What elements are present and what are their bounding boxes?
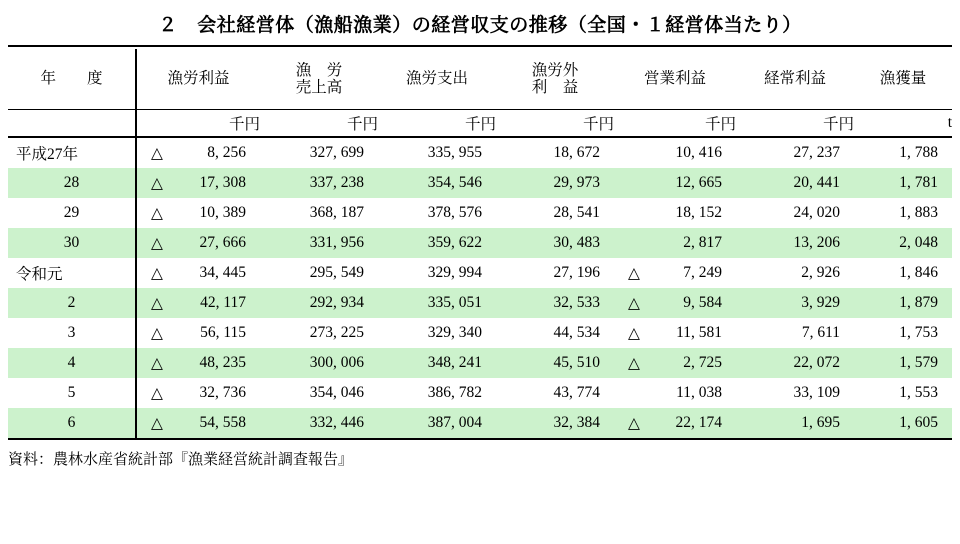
unit-fishing-profit: 千円 <box>136 110 260 138</box>
table-cell <box>736 318 854 348</box>
table-cell <box>260 408 378 439</box>
cell-value: 329, 340 <box>427 324 482 341</box>
table-cell <box>736 198 854 228</box>
table-row <box>8 408 952 439</box>
table-cell <box>736 288 854 318</box>
row-year-label: 5 <box>8 378 136 408</box>
cell-value: 10, 389 <box>199 203 246 221</box>
cell-value: 44, 534 <box>553 324 600 341</box>
table-cell <box>136 348 260 378</box>
cell-value: 1, 883 <box>899 204 938 221</box>
table-cell <box>736 137 854 168</box>
cell-value: 1, 788 <box>899 144 938 161</box>
cell-value: 1, 846 <box>899 264 938 281</box>
table-cell <box>854 228 952 258</box>
unit-operating-profit: 千円 <box>614 110 736 138</box>
table-cell <box>378 318 496 348</box>
cell-value: 12, 665 <box>675 174 722 191</box>
cell-value: 27, 237 <box>793 144 840 161</box>
cell-value: 7, 611 <box>801 324 840 341</box>
unit-row <box>8 110 952 138</box>
table-cell <box>736 258 854 288</box>
cell-value: 335, 051 <box>427 294 482 311</box>
row-year-label: 28 <box>8 168 136 198</box>
table-cell <box>378 378 496 408</box>
cell-value: 1, 753 <box>899 324 938 341</box>
table-row <box>8 137 952 168</box>
cell-value: 273, 225 <box>309 324 364 341</box>
table-cell <box>614 378 736 408</box>
table-cell <box>378 408 496 439</box>
table-cell <box>496 318 614 348</box>
column-header-fishing-profit: 漁労利益 <box>136 49 260 110</box>
table-cell <box>136 318 260 348</box>
table-cell <box>496 137 614 168</box>
cell-value: 27, 666 <box>199 233 246 251</box>
negative-triangle-icon: △ <box>151 234 163 252</box>
row-year-label: 6 <box>8 408 136 439</box>
table-cell <box>378 258 496 288</box>
table-cell <box>614 168 736 198</box>
column-header-catch-volume: 漁獲量 <box>854 49 952 110</box>
table-cell <box>736 228 854 258</box>
cell-value: 9, 584 <box>683 293 722 311</box>
table-cell <box>136 288 260 318</box>
column-header-fishing-sales: 漁 労 売上高 <box>260 49 378 110</box>
negative-triangle-icon: △ <box>151 354 163 372</box>
negative-triangle-icon: △ <box>151 414 163 432</box>
cell-value: 34, 445 <box>199 263 246 281</box>
table-cell <box>736 348 854 378</box>
negative-triangle-icon: △ <box>151 144 163 162</box>
cell-value: 32, 736 <box>199 383 246 401</box>
table-cell <box>496 378 614 408</box>
row-year-label: 令和元 <box>8 258 136 288</box>
table-row <box>8 288 952 318</box>
table-cell <box>854 408 952 439</box>
cell-value: 300, 006 <box>309 354 364 371</box>
cell-value: 18, 672 <box>553 144 600 161</box>
cell-value: 11, 038 <box>676 384 722 401</box>
cell-value: 45, 510 <box>553 354 600 371</box>
table-cell <box>260 288 378 318</box>
cell-value: 359, 622 <box>427 234 482 251</box>
table-cell <box>378 288 496 318</box>
table-cell <box>854 137 952 168</box>
unit-ordinary-profit: 千円 <box>736 110 854 138</box>
cell-value: 378, 576 <box>427 204 482 221</box>
negative-triangle-icon: △ <box>151 384 163 402</box>
cell-value: 42, 117 <box>200 293 246 311</box>
cell-value: 1, 605 <box>899 414 938 431</box>
header-row <box>8 49 952 110</box>
cell-value: 327, 699 <box>309 144 364 161</box>
cell-value: 387, 004 <box>427 414 482 431</box>
table-cell <box>378 168 496 198</box>
table-cell <box>854 378 952 408</box>
cell-value: 2, 817 <box>683 234 722 251</box>
table-cell <box>260 258 378 288</box>
column-header-fishing-expenses: 漁労支出 <box>378 49 496 110</box>
cell-value: 56, 115 <box>200 323 246 341</box>
row-year-label: 平成27年 <box>8 137 136 168</box>
table-cell <box>496 408 614 439</box>
negative-triangle-icon: △ <box>151 294 163 312</box>
table-head <box>8 46 952 137</box>
row-year-label: 29 <box>8 198 136 228</box>
cell-value: 332, 446 <box>309 414 364 431</box>
table-cell <box>614 137 736 168</box>
table-cell <box>260 228 378 258</box>
table-cell <box>496 198 614 228</box>
table-cell <box>136 408 260 439</box>
row-year-label: 2 <box>8 288 136 318</box>
table-cell <box>378 348 496 378</box>
cell-value: 54, 558 <box>199 413 246 431</box>
cell-value: 29, 973 <box>553 174 600 191</box>
negative-triangle-icon: △ <box>151 174 163 192</box>
cell-value: 331, 956 <box>309 234 364 251</box>
negative-triangle-icon: △ <box>151 324 163 342</box>
table-cell <box>854 258 952 288</box>
column-header-ordinary-profit: 経常利益 <box>736 49 854 110</box>
row-year-label: 30 <box>8 228 136 258</box>
cell-value: 43, 774 <box>553 384 600 401</box>
table-cell <box>136 258 260 288</box>
statistics-table <box>8 45 952 440</box>
cell-value: 1, 553 <box>899 384 938 401</box>
cell-value: 32, 384 <box>553 414 600 431</box>
unit-year <box>8 110 136 138</box>
cell-value: 2, 725 <box>683 353 722 371</box>
table-cell <box>260 348 378 378</box>
cell-value: 292, 934 <box>309 294 364 311</box>
table-cell <box>378 228 496 258</box>
table-cell <box>496 288 614 318</box>
table-row <box>8 348 952 378</box>
table-cell <box>496 348 614 378</box>
source-note: 資料：農林水産省統計部『漁業経営統計調査報告』 <box>8 452 354 468</box>
table-cell <box>854 198 952 228</box>
table-cell <box>496 258 614 288</box>
table-row <box>8 318 952 348</box>
table-cell <box>260 168 378 198</box>
cell-value: 386, 782 <box>427 384 482 401</box>
table-cell <box>496 228 614 258</box>
table-cell <box>614 228 736 258</box>
table-cell <box>496 168 614 198</box>
cell-value: 18, 152 <box>675 204 722 221</box>
table-cell <box>854 288 952 318</box>
cell-value: 1, 579 <box>899 354 938 371</box>
column-header-non-fishing-profit: 漁労外 利 益 <box>496 49 614 110</box>
table-cell <box>736 168 854 198</box>
table-cell <box>136 228 260 258</box>
cell-value: 1, 781 <box>899 174 938 191</box>
negative-triangle-icon: △ <box>151 204 163 222</box>
cell-value: 3, 929 <box>801 294 840 311</box>
table-body <box>8 137 952 439</box>
cell-value: 28, 541 <box>553 204 600 221</box>
cell-value: 7, 249 <box>683 263 722 281</box>
cell-value: 8, 256 <box>207 143 246 161</box>
negative-triangle-icon: △ <box>628 354 640 372</box>
cell-value: 2, 926 <box>801 264 840 281</box>
table-cell <box>854 348 952 378</box>
table-cell <box>614 258 736 288</box>
negative-triangle-icon: △ <box>628 294 640 312</box>
table-row <box>8 378 952 408</box>
table-cell <box>736 378 854 408</box>
unit-catch-volume: t <box>854 110 952 138</box>
cell-value: 13, 206 <box>793 234 840 251</box>
cell-value: 368, 187 <box>309 204 364 221</box>
cell-value: 295, 549 <box>309 264 364 281</box>
cell-value: 20, 441 <box>793 174 840 191</box>
cell-value: 27, 196 <box>553 264 600 281</box>
cell-value: 354, 046 <box>309 384 364 401</box>
table-row <box>8 198 952 228</box>
column-header-year: 年 度 <box>8 49 136 110</box>
page-title: ２ 会社経営体（漁船漁業）の経営収支の推移（全国・１経営体当たり） <box>158 15 802 36</box>
table-cell <box>260 137 378 168</box>
cell-value: 32, 533 <box>553 294 600 311</box>
cell-value: 48, 235 <box>199 353 246 371</box>
table-cell <box>378 198 496 228</box>
table-row <box>8 228 952 258</box>
cell-value: 335, 955 <box>427 144 482 161</box>
column-header-operating-profit: 営業利益 <box>614 49 736 110</box>
row-year-label: 4 <box>8 348 136 378</box>
cell-value: 1, 879 <box>899 294 938 311</box>
negative-triangle-icon: △ <box>628 264 640 282</box>
cell-value: 348, 241 <box>427 354 482 371</box>
table-row <box>8 258 952 288</box>
table-cell <box>614 348 736 378</box>
negative-triangle-icon: △ <box>628 324 640 342</box>
cell-value: 354, 546 <box>427 174 482 191</box>
table-cell <box>136 137 260 168</box>
cell-value: 1, 695 <box>801 414 840 431</box>
negative-triangle-icon: △ <box>151 264 163 282</box>
table-cell <box>136 198 260 228</box>
table-cell <box>614 408 736 439</box>
table-cell <box>136 378 260 408</box>
unit-fishing-expenses: 千円 <box>378 110 496 138</box>
table-cell <box>854 168 952 198</box>
table-cell <box>136 168 260 198</box>
table-cell <box>260 378 378 408</box>
table-cell <box>614 288 736 318</box>
table-row <box>8 168 952 198</box>
cell-value: 17, 308 <box>199 173 246 191</box>
negative-triangle-icon: △ <box>628 414 640 432</box>
cell-value: 10, 416 <box>675 144 722 161</box>
cell-value: 2, 048 <box>899 234 938 251</box>
unit-fishing-sales: 千円 <box>260 110 378 138</box>
cell-value: 33, 109 <box>793 384 840 401</box>
table-cell <box>614 198 736 228</box>
table-cell <box>614 318 736 348</box>
row-year-label: 3 <box>8 318 136 348</box>
table-cell <box>854 318 952 348</box>
cell-value: 30, 483 <box>553 234 600 251</box>
table-cell <box>378 137 496 168</box>
cell-value: 22, 174 <box>675 413 722 431</box>
table-cell <box>260 198 378 228</box>
cell-value: 22, 072 <box>793 354 840 371</box>
table-cell <box>736 408 854 439</box>
cell-value: 11, 581 <box>676 323 722 341</box>
cell-value: 24, 020 <box>793 204 840 221</box>
cell-value: 329, 994 <box>427 264 482 281</box>
cell-value: 337, 238 <box>309 174 364 191</box>
unit-non-fishing-profit: 千円 <box>496 110 614 138</box>
table-cell <box>260 318 378 348</box>
